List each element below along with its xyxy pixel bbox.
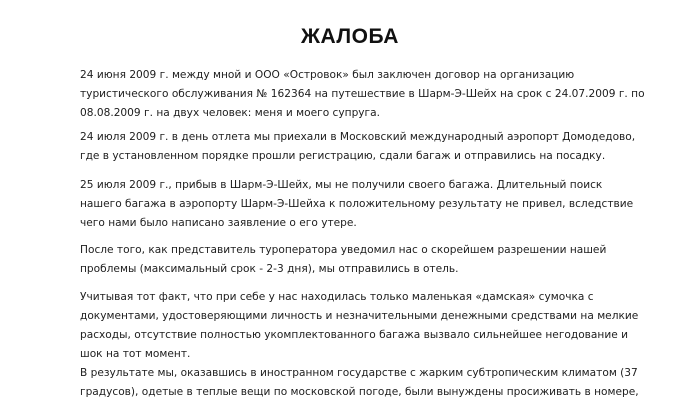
paragraph-arrival (80, 176, 634, 233)
paragraph-line: шок на тот момент. (80, 348, 191, 360)
paragraph-line: В результате мы, оказавшись в иностранном государстве с жарким субтропическим климатом (37 (80, 367, 638, 379)
paragraph-line: Учитывая тот факт, что при себе у нас находилась только маленькая «дамская» сумочка с (80, 291, 594, 303)
paragraph-result (80, 364, 639, 400)
paragraph-line: градусов), одетые в теплые вещи по московской погоде, были вынуждены просиживать в номере, (80, 386, 639, 398)
paragraph-line: 25 июля 2009 г., прибыв в Шарм-Э-Шейх, мы не получили своего багажа. Длительный поиск (80, 179, 603, 191)
paragraph-line: чего нами было написано заявление о его утере. (80, 217, 357, 229)
paragraph-line: После того, как представитель туроператора уведомил нас о скорейшем разрешении нашей (80, 244, 607, 256)
paragraph-line: 24 июля 2009 г. в день отлета мы приехали в Московский международный аэропорт Домодедово, (80, 131, 636, 143)
paragraph-line: 08.08.2009 г. на двух человек: меня и моего супруга. (80, 107, 380, 119)
paragraph-contract (80, 66, 645, 123)
paragraph-line: нашего багажа в аэропорту Шарм-Э-Шейха к положительному результату не привел, вследствие (80, 198, 634, 210)
paragraph-circumstances (80, 288, 639, 364)
document-title: ЖАЛОБА (301, 25, 399, 48)
paragraph-line: где в установленном порядке прошли регистрацию, сдали багаж и отправились на посадку. (80, 150, 606, 162)
paragraph-departure (80, 128, 636, 166)
paragraph-line: документами, удостоверяющими личность и незначительными денежными средствами на мелкие (80, 310, 639, 322)
paragraph-line: проблемы (максимальный срок - 2-3 дня), мы отправились в отель. (80, 263, 459, 275)
paragraph-line: туристического обслуживания № 162364 на путешествие в Шарм-Э-Шейх на срок с 24.07.2009 г. по (80, 88, 645, 100)
paragraph-line: 24 июня 2009 г. между мной и ООО «Островок» был заключен договор на организацию (80, 69, 575, 81)
paragraph-line: расходы, отсутствие полностью укомплектованного багажа вызвало сильнейшее негодование и (80, 329, 628, 341)
paragraph-operator-notice (80, 241, 620, 279)
